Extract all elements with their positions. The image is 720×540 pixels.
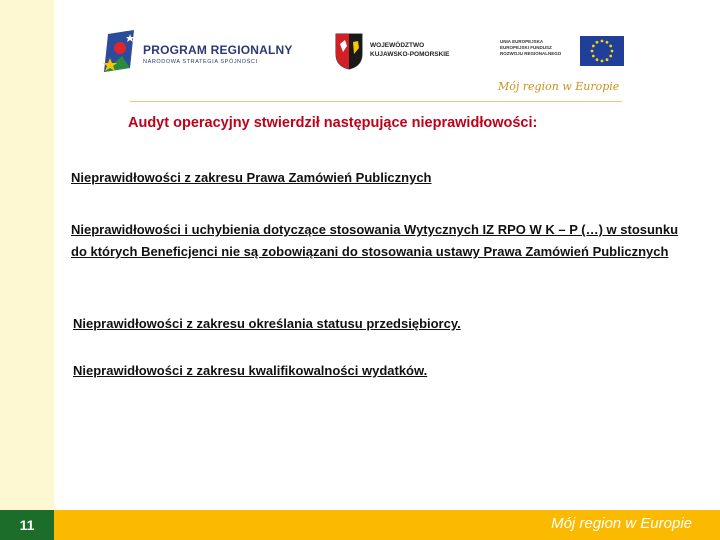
eu-logo: [500, 35, 624, 71]
header-divider: [130, 101, 622, 102]
kujawsko-pomorskie-logo: [334, 32, 474, 72]
program-regionalny-title: PROGRAM REGIONALNY: [143, 43, 293, 57]
finding-item: Nieprawidłowości z zakresu określania statusu przedsiębiorcy.: [73, 316, 461, 331]
region-name-line1: WOJEWÓDZTWO: [370, 42, 425, 49]
eu-text-line1: UNIA EUROPEJSKA: [500, 39, 544, 44]
slide-heading: Audyt operacyjny stwierdził następujące nieprawidłowości:: [128, 115, 538, 131]
eu-text: [500, 39, 572, 57]
finding-item: Nieprawidłowości i uchybienia dotyczące stosowania Wytycznych IZ RPO W K – P (…) w stosunku do których Beneficjenci nie są zobowiązani do stosowania ustawy Prawa Zamówień Publicznych: [71, 222, 679, 259]
region-name-line2: KUJAWSKO-POMORSKIE: [370, 51, 450, 58]
finding-item: Nieprawidłowości z zakresu kwalifikowalności wydatków.: [73, 363, 428, 378]
eu-text-line3: ROZWOJU REGIONALNEGO: [500, 51, 562, 56]
eu-flag-icon: [580, 36, 624, 66]
program-regionalny-logo: [100, 28, 300, 76]
header-slogan: Mój region w Europie: [498, 80, 620, 93]
region-name: [370, 41, 470, 59]
program-regionalny-emblem-icon: [100, 28, 142, 76]
finding-item: Nieprawidłowości z zakresu Prawa Zamówień Publicznych: [71, 170, 432, 185]
eu-text-line2: EUROPEJSKI FUNDUSZ: [500, 45, 552, 50]
page-number: 11: [0, 510, 54, 540]
coat-of-arms-icon: [334, 32, 364, 70]
program-regionalny-subtitle: NARODOWA STRATEGIA SPÓJNOŚCI: [143, 59, 258, 65]
left-sidebar-band: [0, 0, 54, 510]
footer-slogan: Mój region w Europie: [551, 515, 692, 532]
